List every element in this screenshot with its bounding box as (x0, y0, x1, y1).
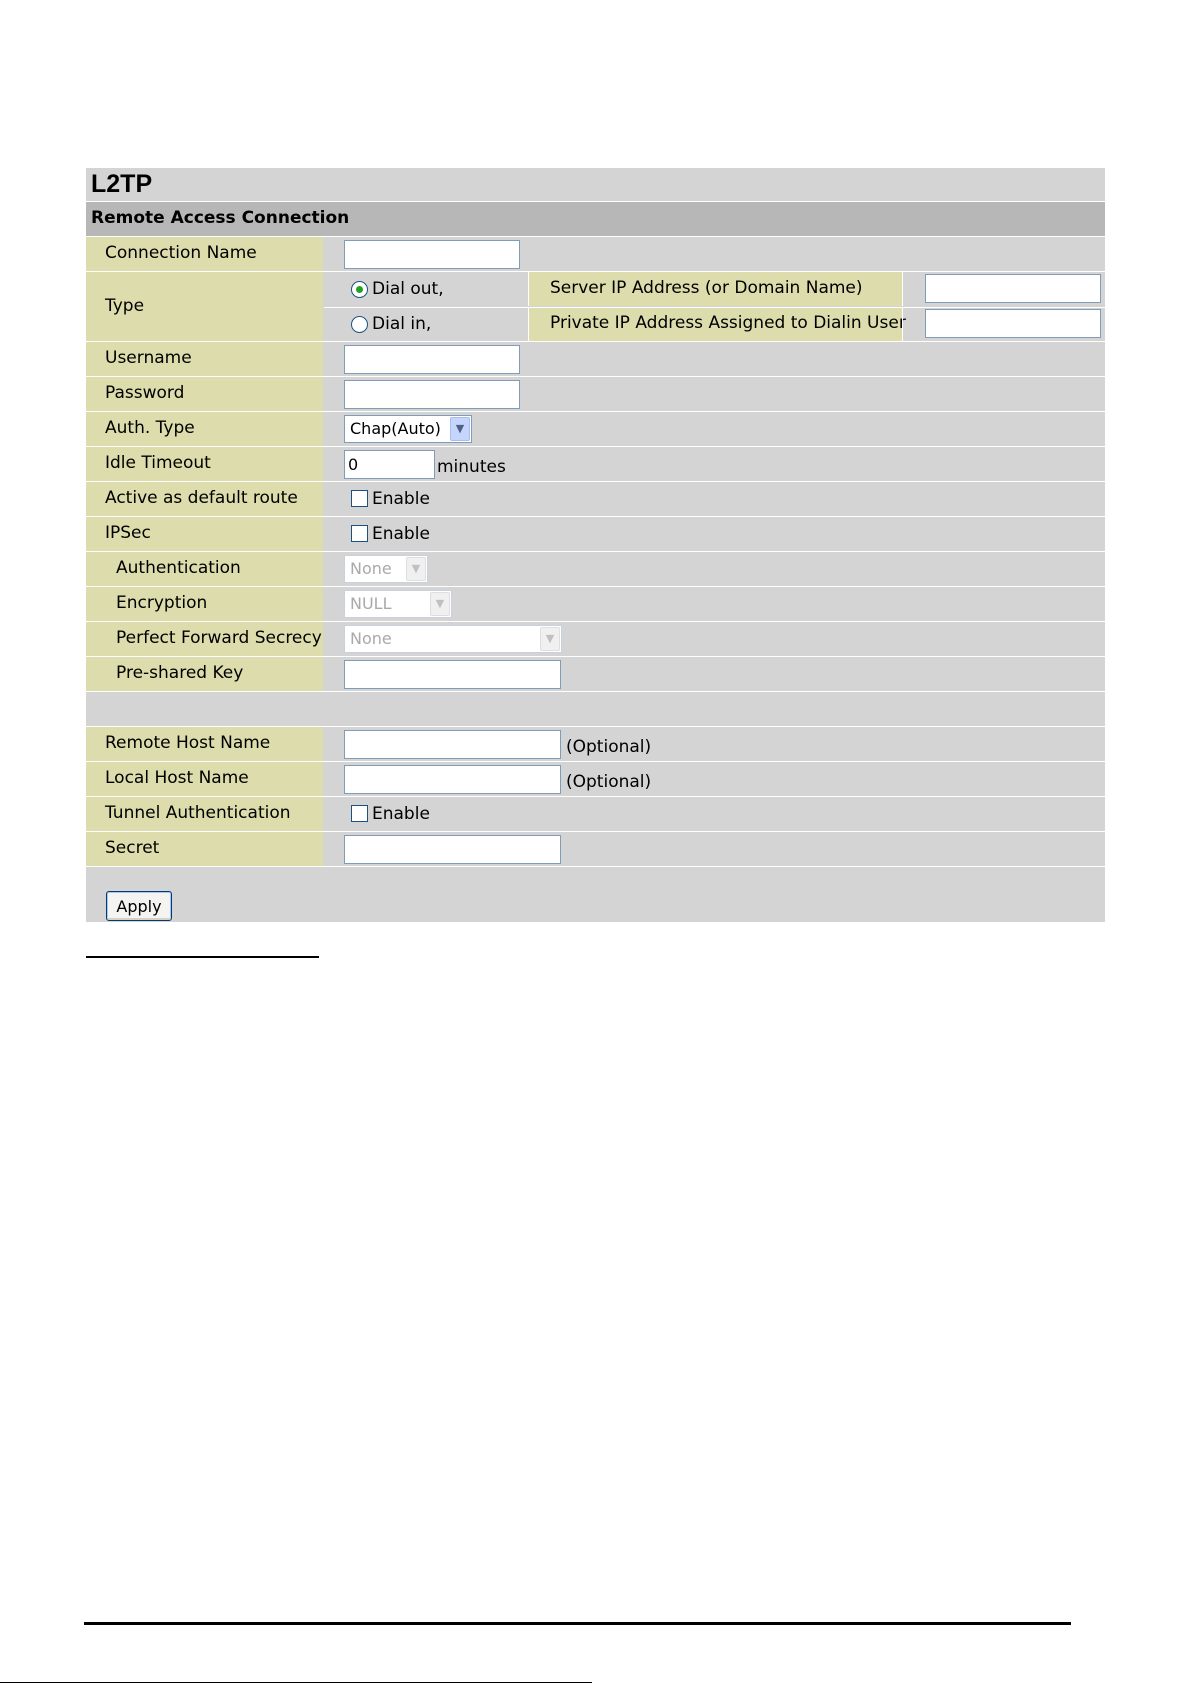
chevron-down-icon: ▼ (540, 627, 560, 651)
dial-out-radio[interactable] (351, 281, 368, 298)
dial-out-label: Dial out, (372, 279, 444, 299)
local-host-optional: (Optional) (566, 772, 652, 792)
footer-rule (84, 1622, 1071, 1625)
auth-type-select[interactable] (344, 415, 472, 443)
chevron-down-icon: ▼ (430, 592, 450, 616)
remote-host-row (86, 726, 1105, 761)
server-ip-input[interactable] (925, 274, 1101, 303)
divider (86, 956, 319, 958)
default-route-checkbox[interactable] (351, 490, 368, 507)
username-label: Username (86, 342, 323, 376)
connection-name-row (86, 236, 1105, 271)
authentication-row (86, 551, 1105, 586)
ipsec-row (86, 516, 1105, 551)
default-route-row (86, 481, 1105, 516)
authentication-select[interactable] (344, 555, 428, 583)
type-row (86, 271, 1105, 341)
preshared-key-input[interactable] (344, 660, 561, 689)
authentication-label: Authentication (86, 552, 323, 586)
password-label: Password (86, 377, 323, 411)
dial-in-label: Dial in, (372, 314, 432, 334)
password-input[interactable] (344, 380, 520, 409)
local-host-input[interactable] (344, 765, 561, 794)
remote-host-label: Remote Host Name (86, 727, 323, 761)
preshared-key-label: Pre-shared Key (86, 657, 323, 691)
encryption-value: NULL (350, 594, 392, 613)
secret-label: Secret (86, 832, 323, 866)
l2tp-panel (86, 168, 1105, 922)
server-ip-label-cell (528, 272, 902, 306)
private-ip-label: Private IP Address Assigned to Dialin User (550, 313, 906, 333)
default-route-label: Active as default route (86, 482, 323, 516)
page-title: L2TP (86, 168, 1105, 201)
password-row (86, 376, 1105, 411)
bottom-edge-rule (0, 1682, 592, 1683)
pfs-value: None (350, 629, 392, 648)
tunnel-auth-label: Tunnel Authentication (86, 797, 323, 831)
private-ip-label-cell (528, 307, 906, 342)
idle-timeout-label: Idle Timeout (86, 447, 323, 481)
type-label: Type (86, 272, 323, 341)
tunnel-auth-enable-label: Enable (372, 804, 430, 824)
chevron-down-icon: ▼ (406, 557, 426, 581)
dial-in-radio[interactable] (351, 316, 368, 333)
auth-type-row (86, 411, 1105, 446)
ipsec-checkbox[interactable] (351, 525, 368, 542)
chevron-down-icon[interactable]: ▼ (450, 417, 470, 441)
idle-timeout-input[interactable] (344, 450, 435, 479)
pfs-label: Perfect Forward Secrecy (86, 622, 323, 656)
dial-in-option[interactable] (324, 307, 528, 342)
pfs-row (86, 621, 1105, 656)
tunnel-auth-checkbox[interactable] (351, 805, 368, 822)
local-host-row (86, 761, 1105, 796)
encryption-select[interactable] (344, 590, 452, 618)
remote-host-optional: (Optional) (566, 737, 652, 757)
pfs-select[interactable] (344, 625, 562, 653)
preshared-key-row (86, 656, 1105, 691)
username-input[interactable] (344, 345, 520, 374)
auth-type-label: Auth. Type (86, 412, 323, 446)
idle-timeout-row (86, 446, 1105, 481)
apply-row (86, 866, 1105, 922)
local-host-label: Local Host Name (86, 762, 323, 796)
idle-timeout-unit: minutes (437, 457, 506, 477)
encryption-row (86, 586, 1105, 621)
dial-out-option[interactable] (324, 272, 528, 306)
spacer-row (86, 691, 1105, 726)
authentication-value: None (350, 559, 392, 578)
section-header: Remote Access Connection (86, 201, 1105, 236)
apply-button[interactable]: Apply (106, 891, 172, 921)
auth-type-value: Chap(Auto) (350, 419, 441, 438)
secret-row (86, 831, 1105, 866)
connection-name-input[interactable] (344, 240, 520, 269)
private-ip-input[interactable] (925, 309, 1101, 338)
tunnel-auth-row (86, 796, 1105, 831)
ipsec-enable-label: Enable (372, 524, 430, 544)
encryption-label: Encryption (86, 587, 323, 621)
connection-name-label: Connection Name (86, 237, 323, 271)
remote-host-input[interactable] (344, 730, 561, 759)
secret-input[interactable] (344, 835, 561, 864)
username-row (86, 341, 1105, 376)
server-ip-label: Server IP Address (or Domain Name) (550, 278, 863, 298)
ipsec-label: IPSec (86, 517, 323, 551)
default-route-enable-label: Enable (372, 489, 430, 509)
